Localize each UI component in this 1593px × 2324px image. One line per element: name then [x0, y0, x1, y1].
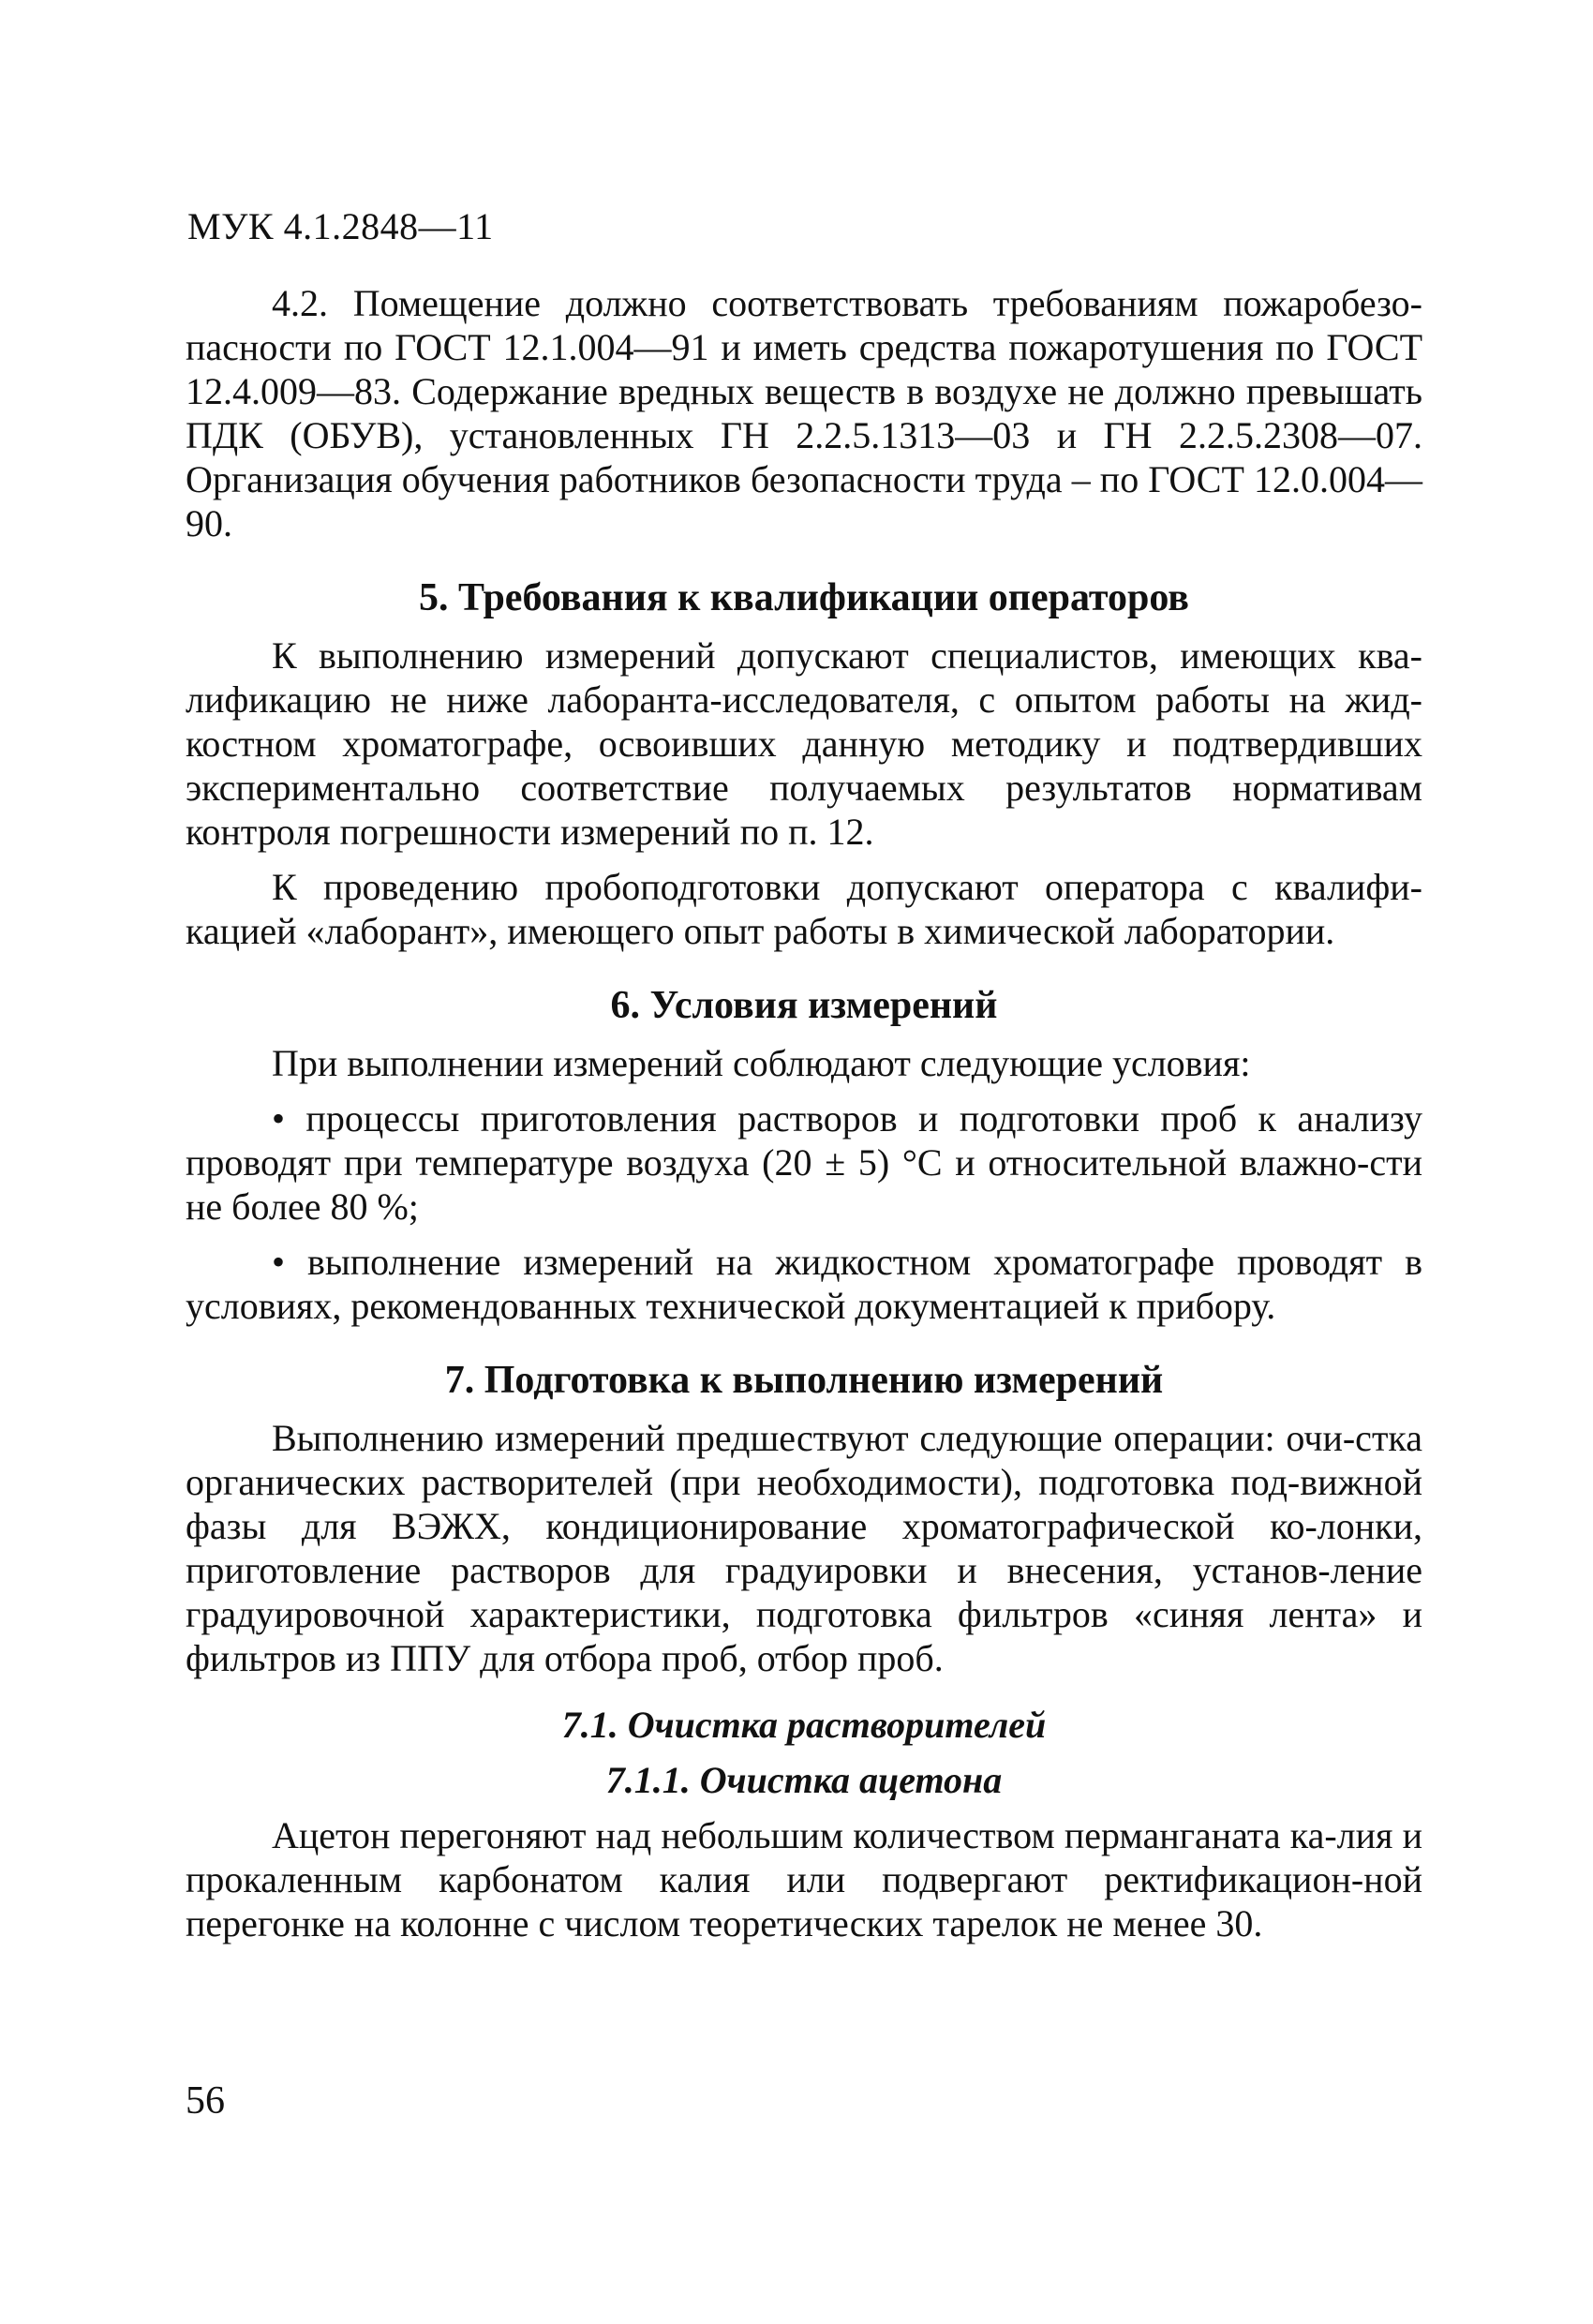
section-5-paragraph-2: К проведению пробоподготовки допускают оператора с квалифи-кацией «лаборант», имеющего опыт работы в химической лаборатории.	[186, 866, 1422, 952]
section-6-bullet-2: • выполнение измерений на жидкостном хроматографе проводят в условиях, рекомендованных технической документацией к прибору.	[186, 1241, 1422, 1327]
subsection-7-1-1-heading: 7.1.1. Очистка ацетона	[605, 1759, 1003, 1801]
page-body	[186, 281, 1422, 1945]
page-number: 56	[186, 2079, 225, 2123]
section-6-bullet-1: • процессы приготовления растворов и подготовки проб к анализу проводят при температуре воздуха (20 ± 5) °С и относительной влажно-сти не более 80 %;	[186, 1097, 1422, 1228]
section-7-heading: 7. Подготовка к выполнению измерений	[444, 1359, 1164, 1402]
section-7-paragraph-1: Выполнению измерений предшествуют следующие операции: очи-стка органических растворителей (при необходимости), подготовка под-вижной фазы для ВЭЖХ, кондиционирование хроматографической ко-лонки, приготовление растворов для градуировки и внесения, установ-ление градуировочной характеристики, подготовка фильтров «синяя лента» и фильтров из ППУ для отбора проб, отбор проб.	[186, 1417, 1422, 1679]
section-5-paragraph-1: К выполнению измерений допускают специалистов, имеющих ква-лификацию не ниже лаборанта-исследователя, с опытом работы на жид-костном хроматографе, освоивших данную методику и подтвердивших экспериментально соответствие получаемых результатов нормативам контроля погрешности измерений по п. 12.	[186, 634, 1422, 853]
section-5-heading: 5. Требования к квалификации операторов	[419, 576, 1189, 619]
running-header: МУК 4.1.2848—11	[187, 205, 494, 247]
section-6-heading: 6. Условия измерений	[610, 984, 998, 1027]
subsection-7-1-heading: 7.1. Очистка растворителей	[561, 1704, 1047, 1746]
subsection-7-1-1-paragraph: Ацетон перегоняют над небольшим количеством перманганата ка-лия и прокаленным карбонатом калия или подвергают ректификацион-ной перегонке на колонне с числом теоретических тарелок не менее 30.	[186, 1814, 1422, 1944]
paragraph-4-2: 4.2. Помещение должно соответствовать требованиям пожаробезо-пасности по ГОСТ 12.1.004—91 и иметь средства пожаротушения по ГОСТ 12.4.009—83. Содержание вредных веществ в воздухе не должно превышать ПДК (ОБУВ), установленных ГН 2.2.5.1313—03 и ГН 2.2.5.2308—07. Организация обучения работников безопасности труда – по ГОСТ 12.0.004—90.	[186, 282, 1422, 544]
section-6-intro: При выполнении измерений соблюдают следующие условия:	[272, 1042, 1251, 1084]
